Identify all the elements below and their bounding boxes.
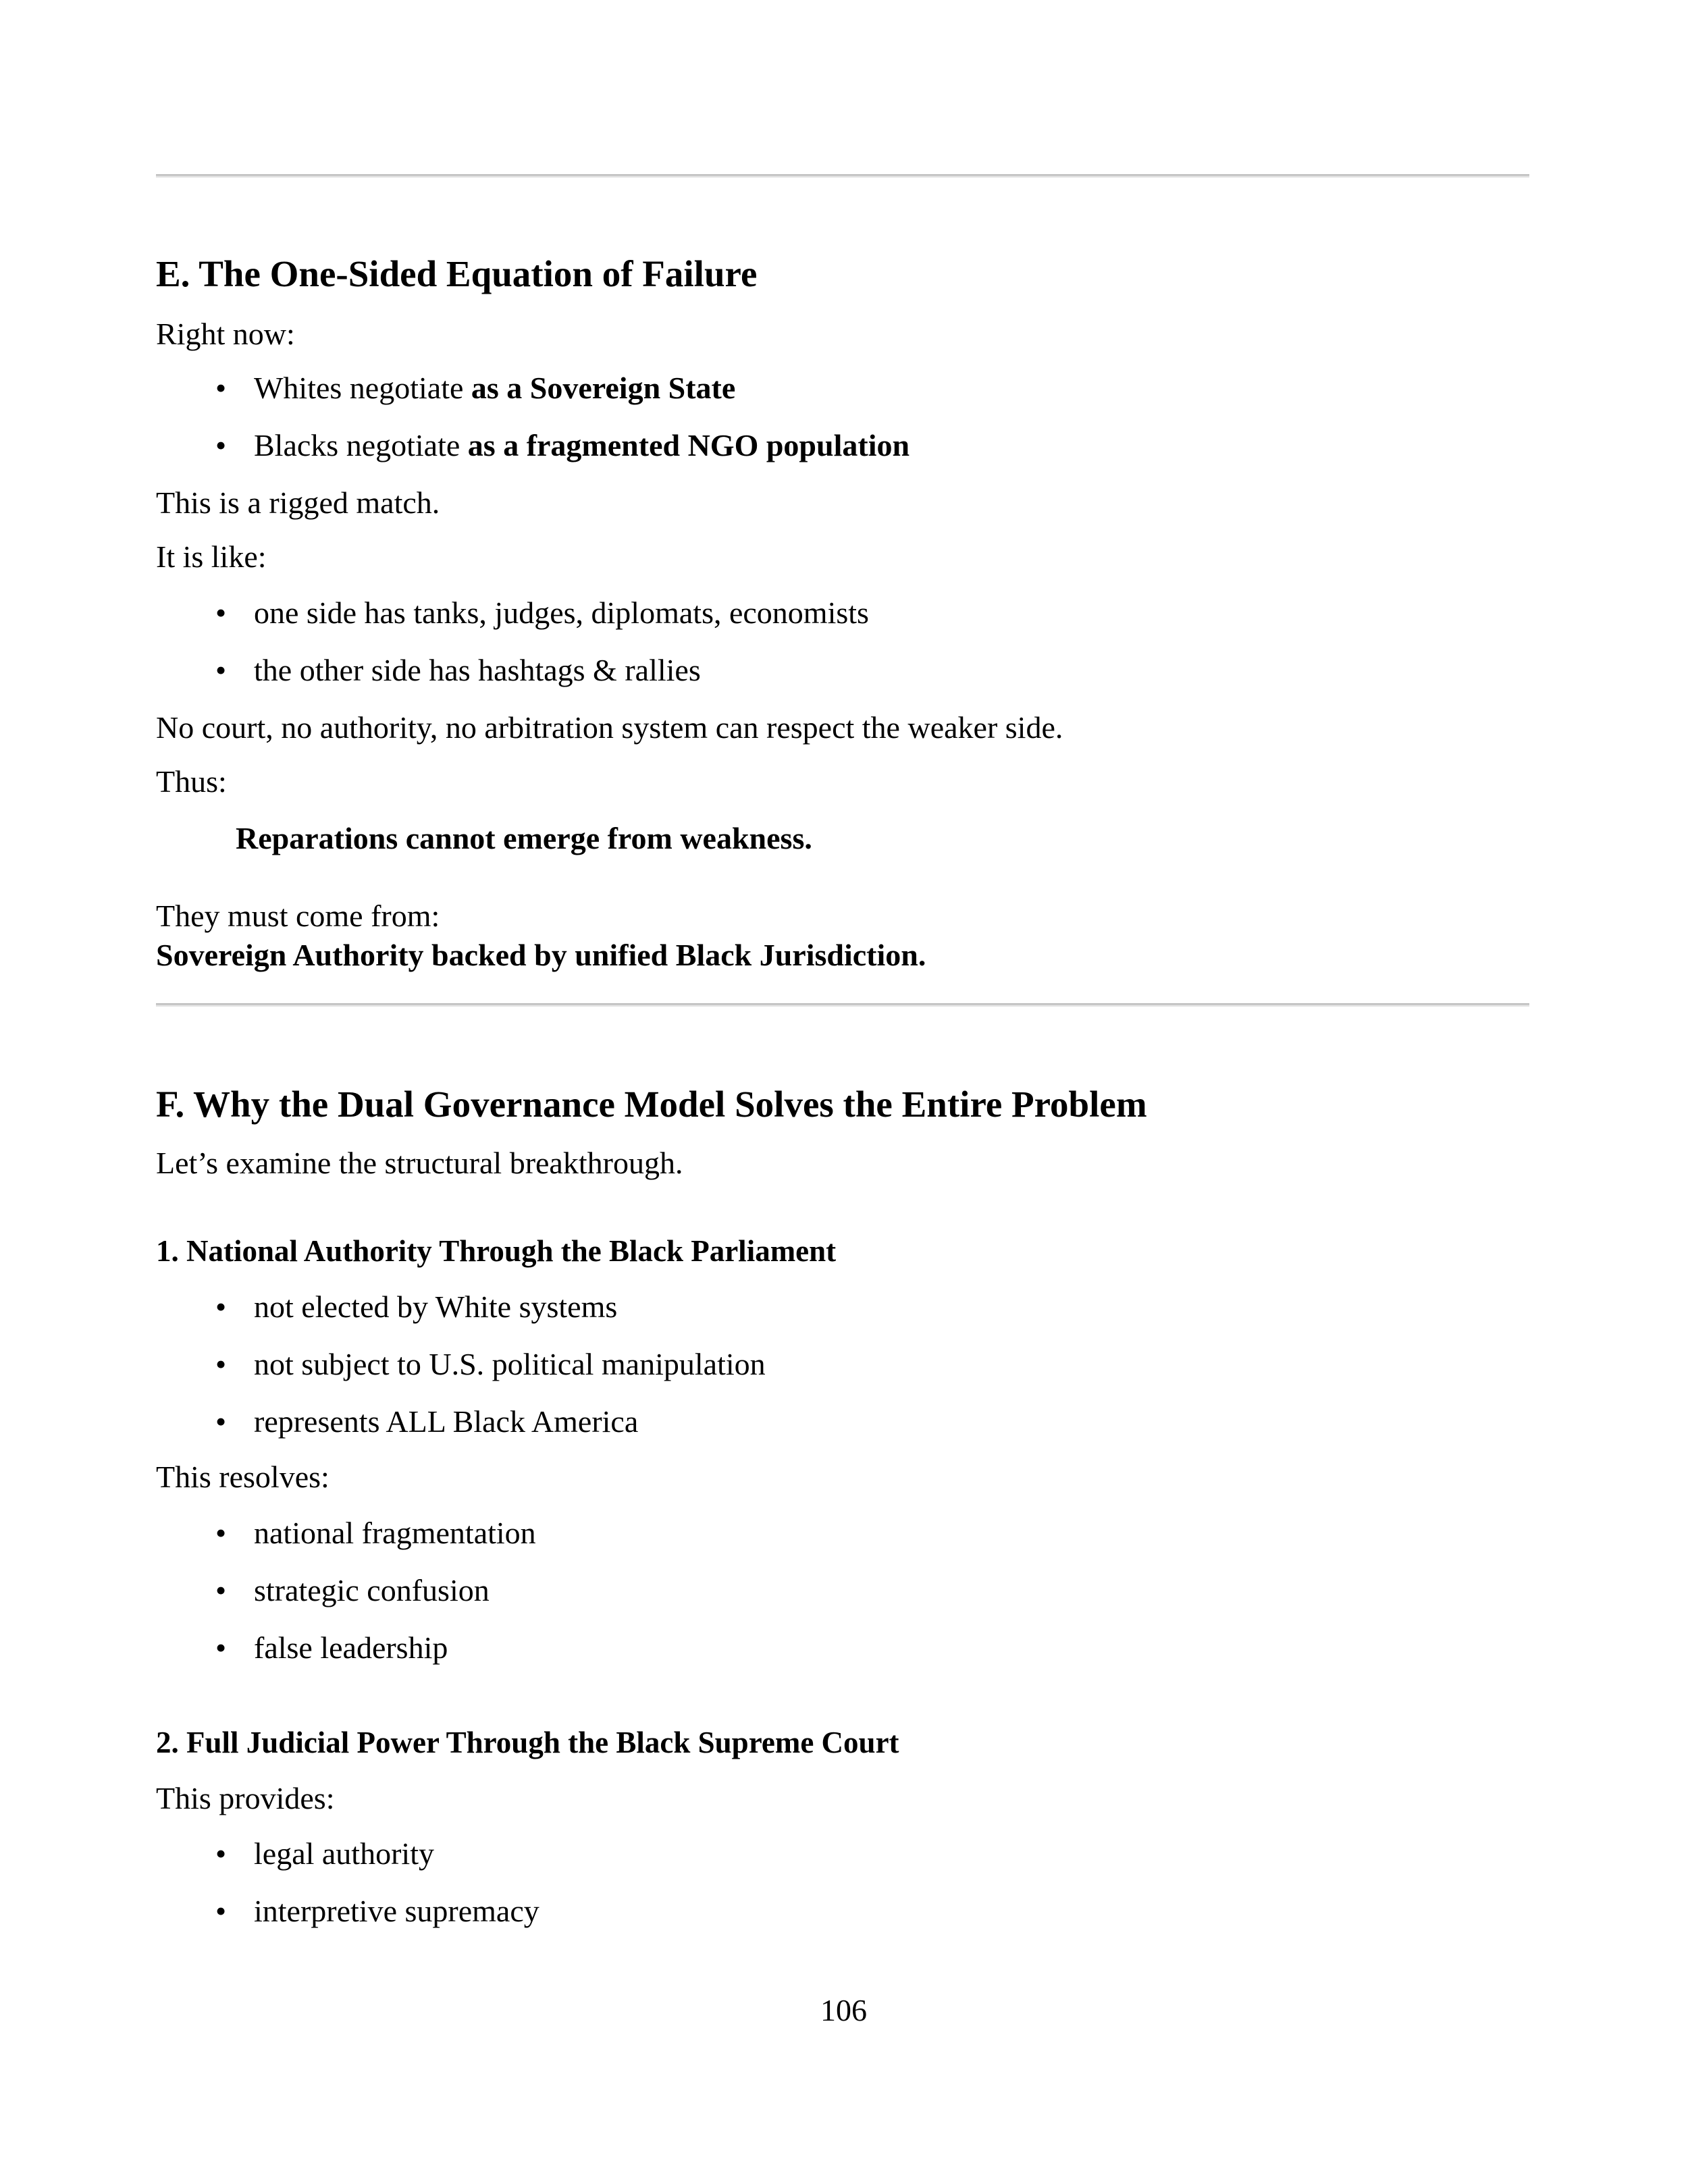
bullet-glyph: •: [215, 1836, 227, 1871]
provides-label: This provides:: [156, 1781, 335, 1815]
emphasis-quote: Reparations cannot emerge from weakness.: [236, 821, 812, 855]
bullet-glyph: •: [215, 428, 227, 462]
bullet-glyph: •: [215, 1347, 227, 1381]
section-f-intro: Let’s examine the structural breakthrough.: [156, 1146, 683, 1180]
bullet-text: the other side has hashtags & rallies: [254, 653, 701, 687]
subsection-2-heading: 2. Full Judicial Power Through the Black Supreme Court: [156, 1726, 899, 1759]
top-divider: [156, 174, 1529, 178]
section-f-heading: F. Why the Dual Governance Model Solves the Entire Problem: [156, 1084, 1147, 1125]
must-come-label: They must come from:: [156, 899, 440, 933]
rigged-statement: This is a rigged match.: [156, 485, 440, 520]
subsection-1-heading: 1. National Authority Through the Black Parliament: [156, 1234, 837, 1268]
bullet-bold-text: as a fragmented NGO population: [467, 428, 910, 462]
bullet-text: national fragmentation: [254, 1516, 536, 1550]
bullet-text: represents ALL Black America: [254, 1404, 639, 1439]
bullet-text: one side has tanks, judges, diplomats, economists: [254, 595, 869, 630]
comparison-intro: It is like:: [156, 539, 267, 574]
bullet-text: not elected by White systems: [254, 1289, 618, 1324]
section-e-heading: E. The One-Sided Equation of Failure: [156, 253, 758, 294]
bullet-glyph: •: [215, 653, 227, 687]
bullet-bold-text: as a Sovereign State: [471, 371, 736, 405]
bullet-text: legal authority: [254, 1836, 434, 1871]
bullet-text: Blacks negotiate: [254, 428, 468, 462]
section-e-intro: Right now:: [156, 317, 295, 351]
bullet-glyph: •: [215, 1573, 227, 1607]
bullet-glyph: •: [215, 371, 227, 405]
bullet-glyph: •: [215, 1516, 227, 1550]
bullet-text: not subject to U.S. political manipulation: [254, 1347, 766, 1381]
bullet-glyph: •: [215, 1894, 227, 1928]
bullet-glyph: •: [215, 1404, 227, 1439]
bullet-glyph: •: [215, 595, 227, 630]
bullet-glyph: •: [215, 1630, 227, 1665]
bullet-text: interpretive supremacy: [254, 1894, 539, 1928]
bullet-text: false leadership: [254, 1630, 448, 1665]
no-court-statement: No court, no authority, no arbitration system can respect the weaker side.: [156, 710, 1063, 745]
thus-label: Thus:: [156, 764, 227, 799]
conclusion-statement: Sovereign Authority backed by unified Black Jurisdiction.: [156, 938, 926, 972]
bullet-text: Whites negotiate: [254, 371, 471, 405]
section-divider: [156, 1003, 1529, 1007]
bullet-glyph: •: [215, 1289, 227, 1324]
page-number: 106: [820, 1993, 867, 2027]
bullet-text: strategic confusion: [254, 1573, 490, 1607]
resolves-label: This resolves:: [156, 1460, 329, 1494]
